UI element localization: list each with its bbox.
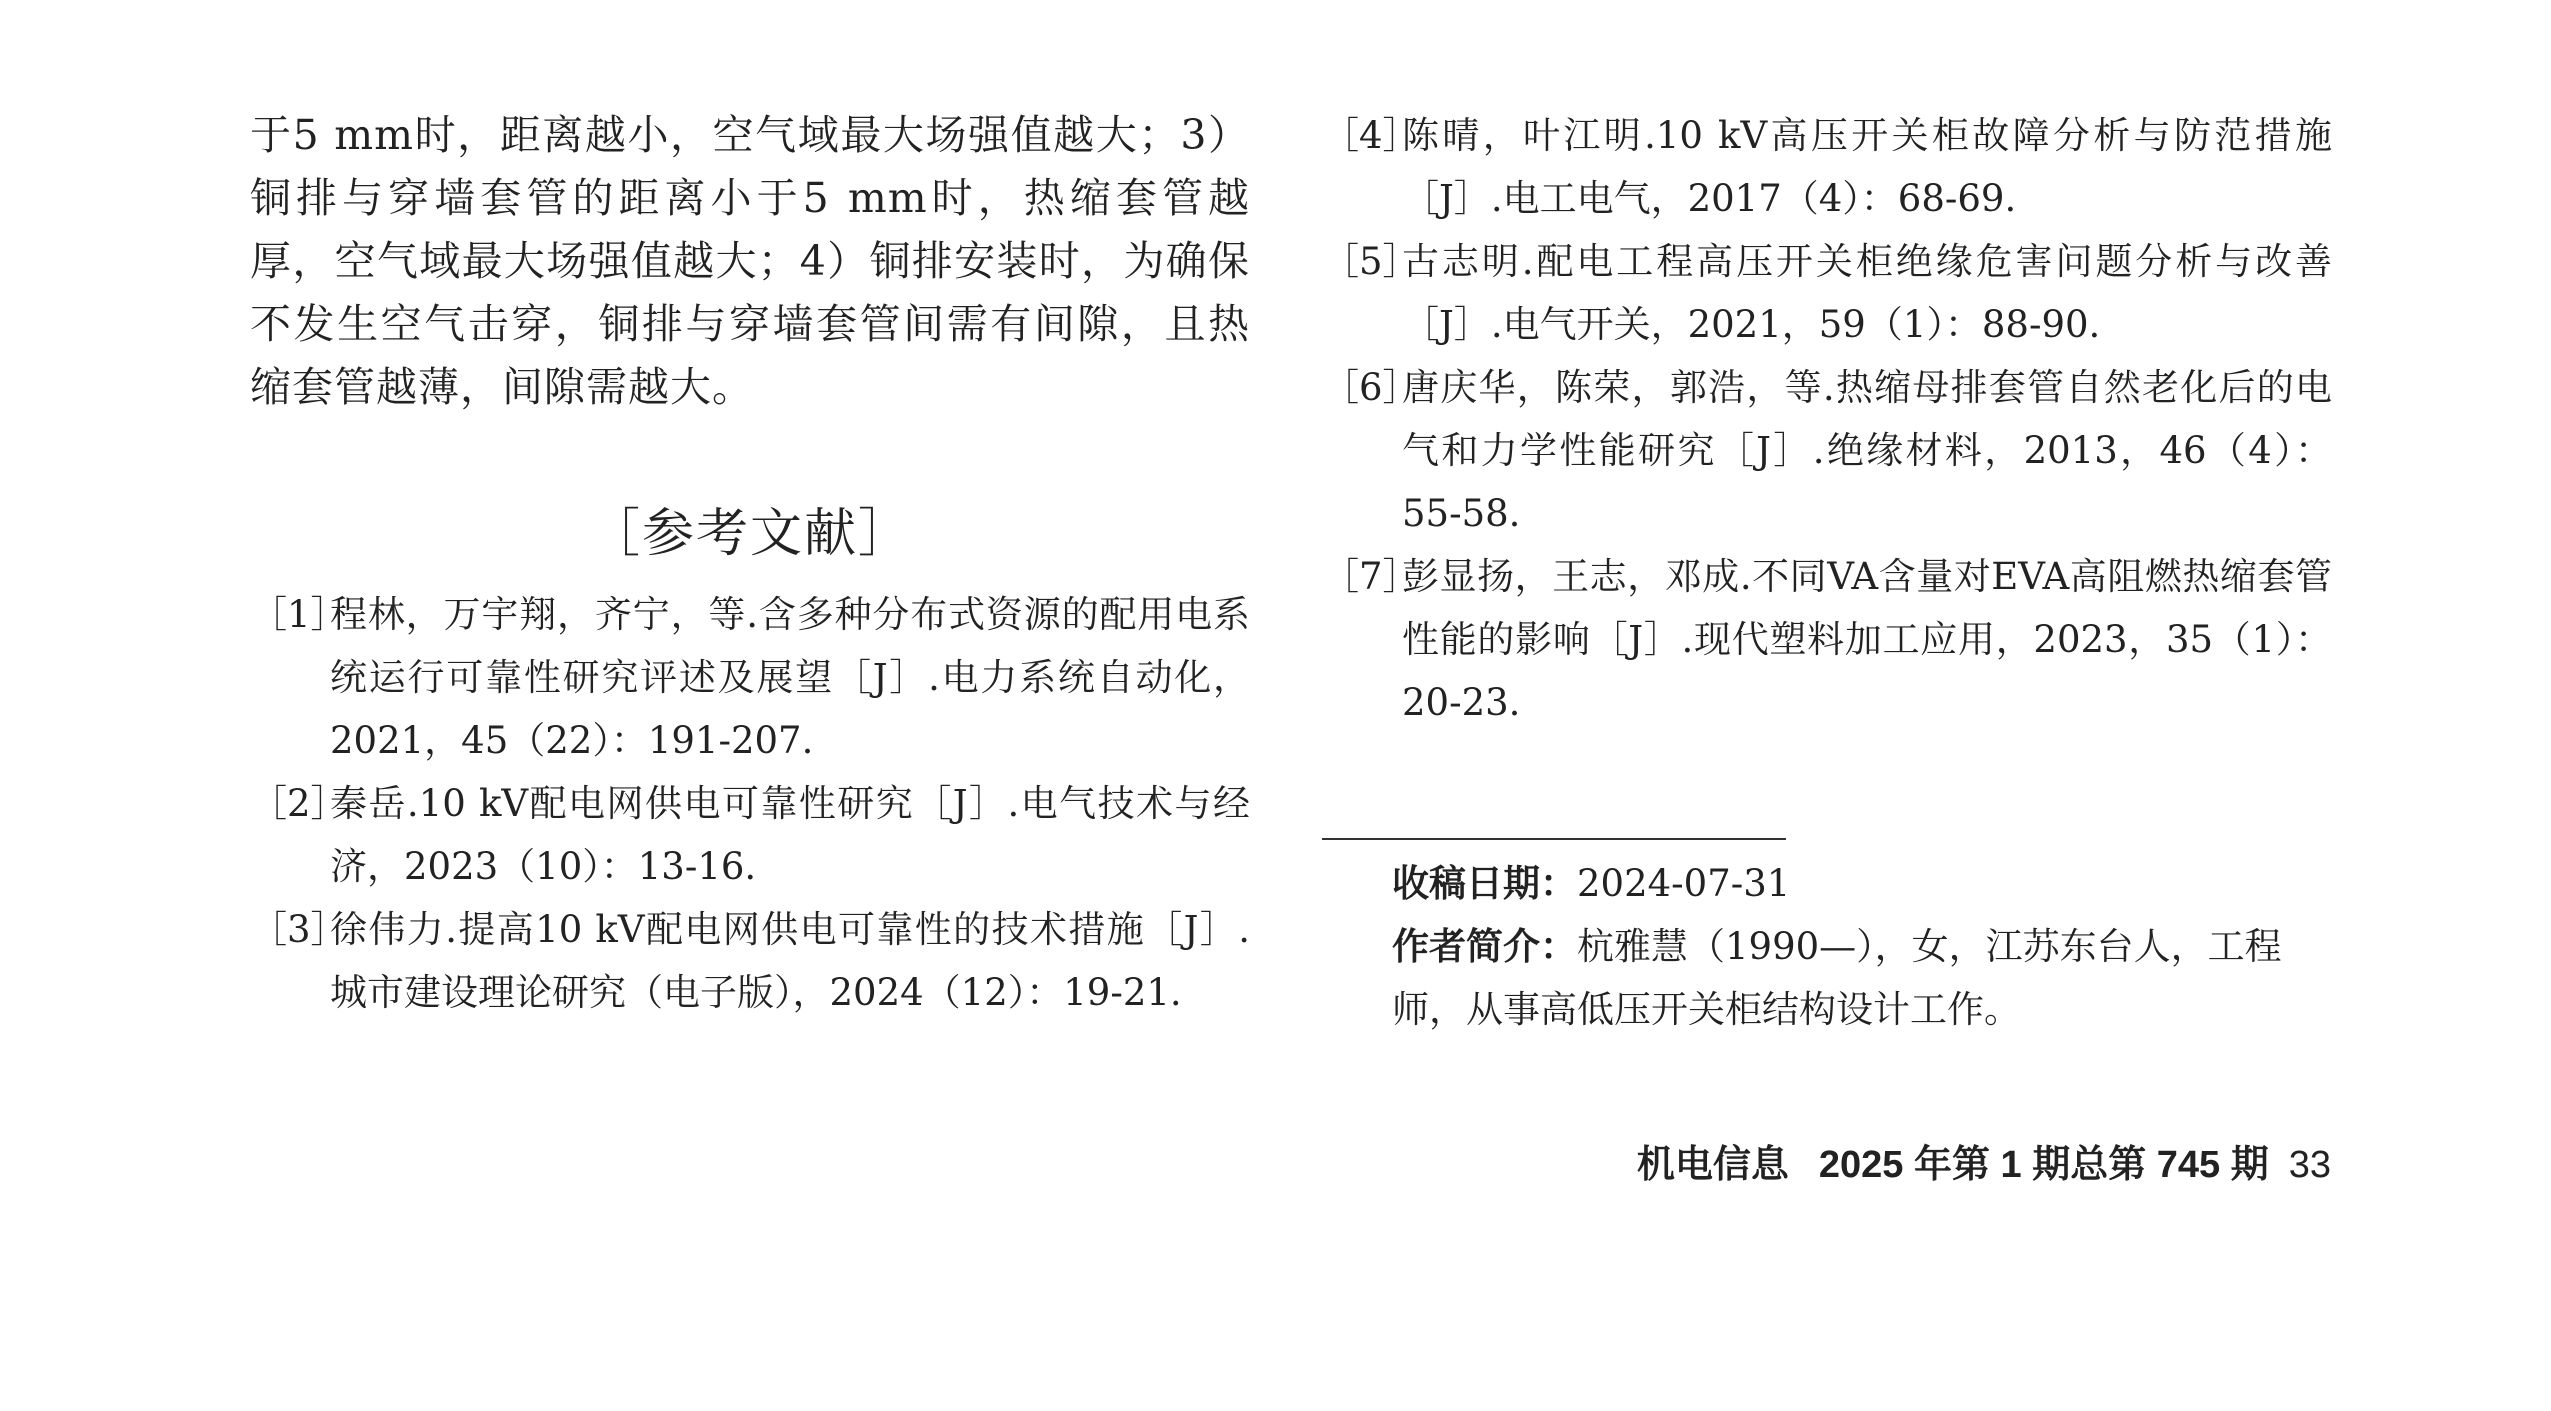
journal-name: 机电信息 — [1636, 1144, 1789, 1186]
references-heading: ［参考文献］ — [587, 504, 912, 564]
reference-number: ［1］ — [250, 593, 348, 636]
page-number: 33 — [2288, 1144, 2331, 1186]
issue-info: 2025 年第 1 期总第 745 期 — [1818, 1144, 2269, 1186]
reference-text: 彭显扬，王志，邓成.不同VA含量对EVA高阻燃热缩套管性能的影响［J］.现代塑料加工应用，2023，35（1）：20-23. — [1402, 555, 2332, 724]
reference-item-1 — [250, 583, 1250, 772]
page-footer — [1637, 1140, 2331, 1190]
reference-item-5 — [1322, 230, 2332, 356]
reference-text: 徐伟力.提高10 kV配电网供电可靠性的技术措施［J］.城市建设理论研究（电子版），2024（12）：19-21. — [330, 908, 1250, 1014]
reference-number: ［2］ — [250, 782, 348, 825]
body-paragraph: 于5 mm时，距离越小，空气域最大场强值越大；3）铜排与穿墙套管的距离小于5 mm时，热缩套管越厚，空气域最大场强值越大；4）铜排安装时，为确保不发生空气击穿，铜排与穿墙套管间需有间隙，且热缩套管越薄，间隙需越大。 — [250, 111, 1250, 411]
reference-item-4 — [1322, 104, 2332, 230]
left-column — [250, 104, 1250, 1024]
reference-item-2 — [250, 772, 1250, 898]
reference-text: 秦岳.10 kV配电网供电可靠性研究［J］.电气技术与经济，2023（10）：13-16. — [330, 782, 1250, 888]
reference-item-6 — [1322, 356, 2332, 545]
reference-text: 程林，万宇翔，齐宁，等.含多种分布式资源的配用电系统运行可靠性研究评述及展望［J］.电力系统自动化，2021，45（22）：191-207. — [330, 593, 1250, 762]
received-date-label: 收稿日期： — [1392, 861, 1577, 905]
reference-number: ［7］ — [1322, 555, 1420, 598]
footnote-divider — [1322, 838, 1786, 840]
reference-number: ［3］ — [250, 908, 348, 951]
author-bio-label: 作者简介： — [1392, 924, 1577, 968]
reference-item-3 — [250, 898, 1250, 1024]
reference-text: 陈晴，叶江明.10 kV高压开关柜故障分析与防范措施［J］.电工电气，2017（4）：68-69. — [1402, 114, 2332, 220]
received-date — [1322, 852, 2322, 915]
footnote — [1322, 852, 2322, 1041]
reference-text: 唐庆华，陈荣，郭浩，等.热缩母排套管自然老化后的电气和力学性能研究［J］.绝缘材料，2013，46（4）：55-58. — [1402, 366, 2332, 535]
author-bio-value: 杭雅慧（1990—），女，江苏东台人，工程师，从事高低压开关柜结构设计工作。 — [1392, 925, 2282, 1031]
reference-text: 古志明.配电工程高压开关柜绝缘危害问题分析与改善［J］.电气开关，2021，59（1）：88-90. — [1402, 240, 2332, 346]
received-date-value: 2024-07-31 — [1577, 862, 1791, 905]
author-bio — [1322, 915, 2322, 1041]
reference-number: ［5］ — [1322, 240, 1420, 283]
reference-number: ［4］ — [1322, 114, 1420, 157]
reference-number: ［6］ — [1322, 366, 1420, 409]
right-column — [1322, 104, 2332, 734]
reference-item-7 — [1322, 545, 2332, 734]
